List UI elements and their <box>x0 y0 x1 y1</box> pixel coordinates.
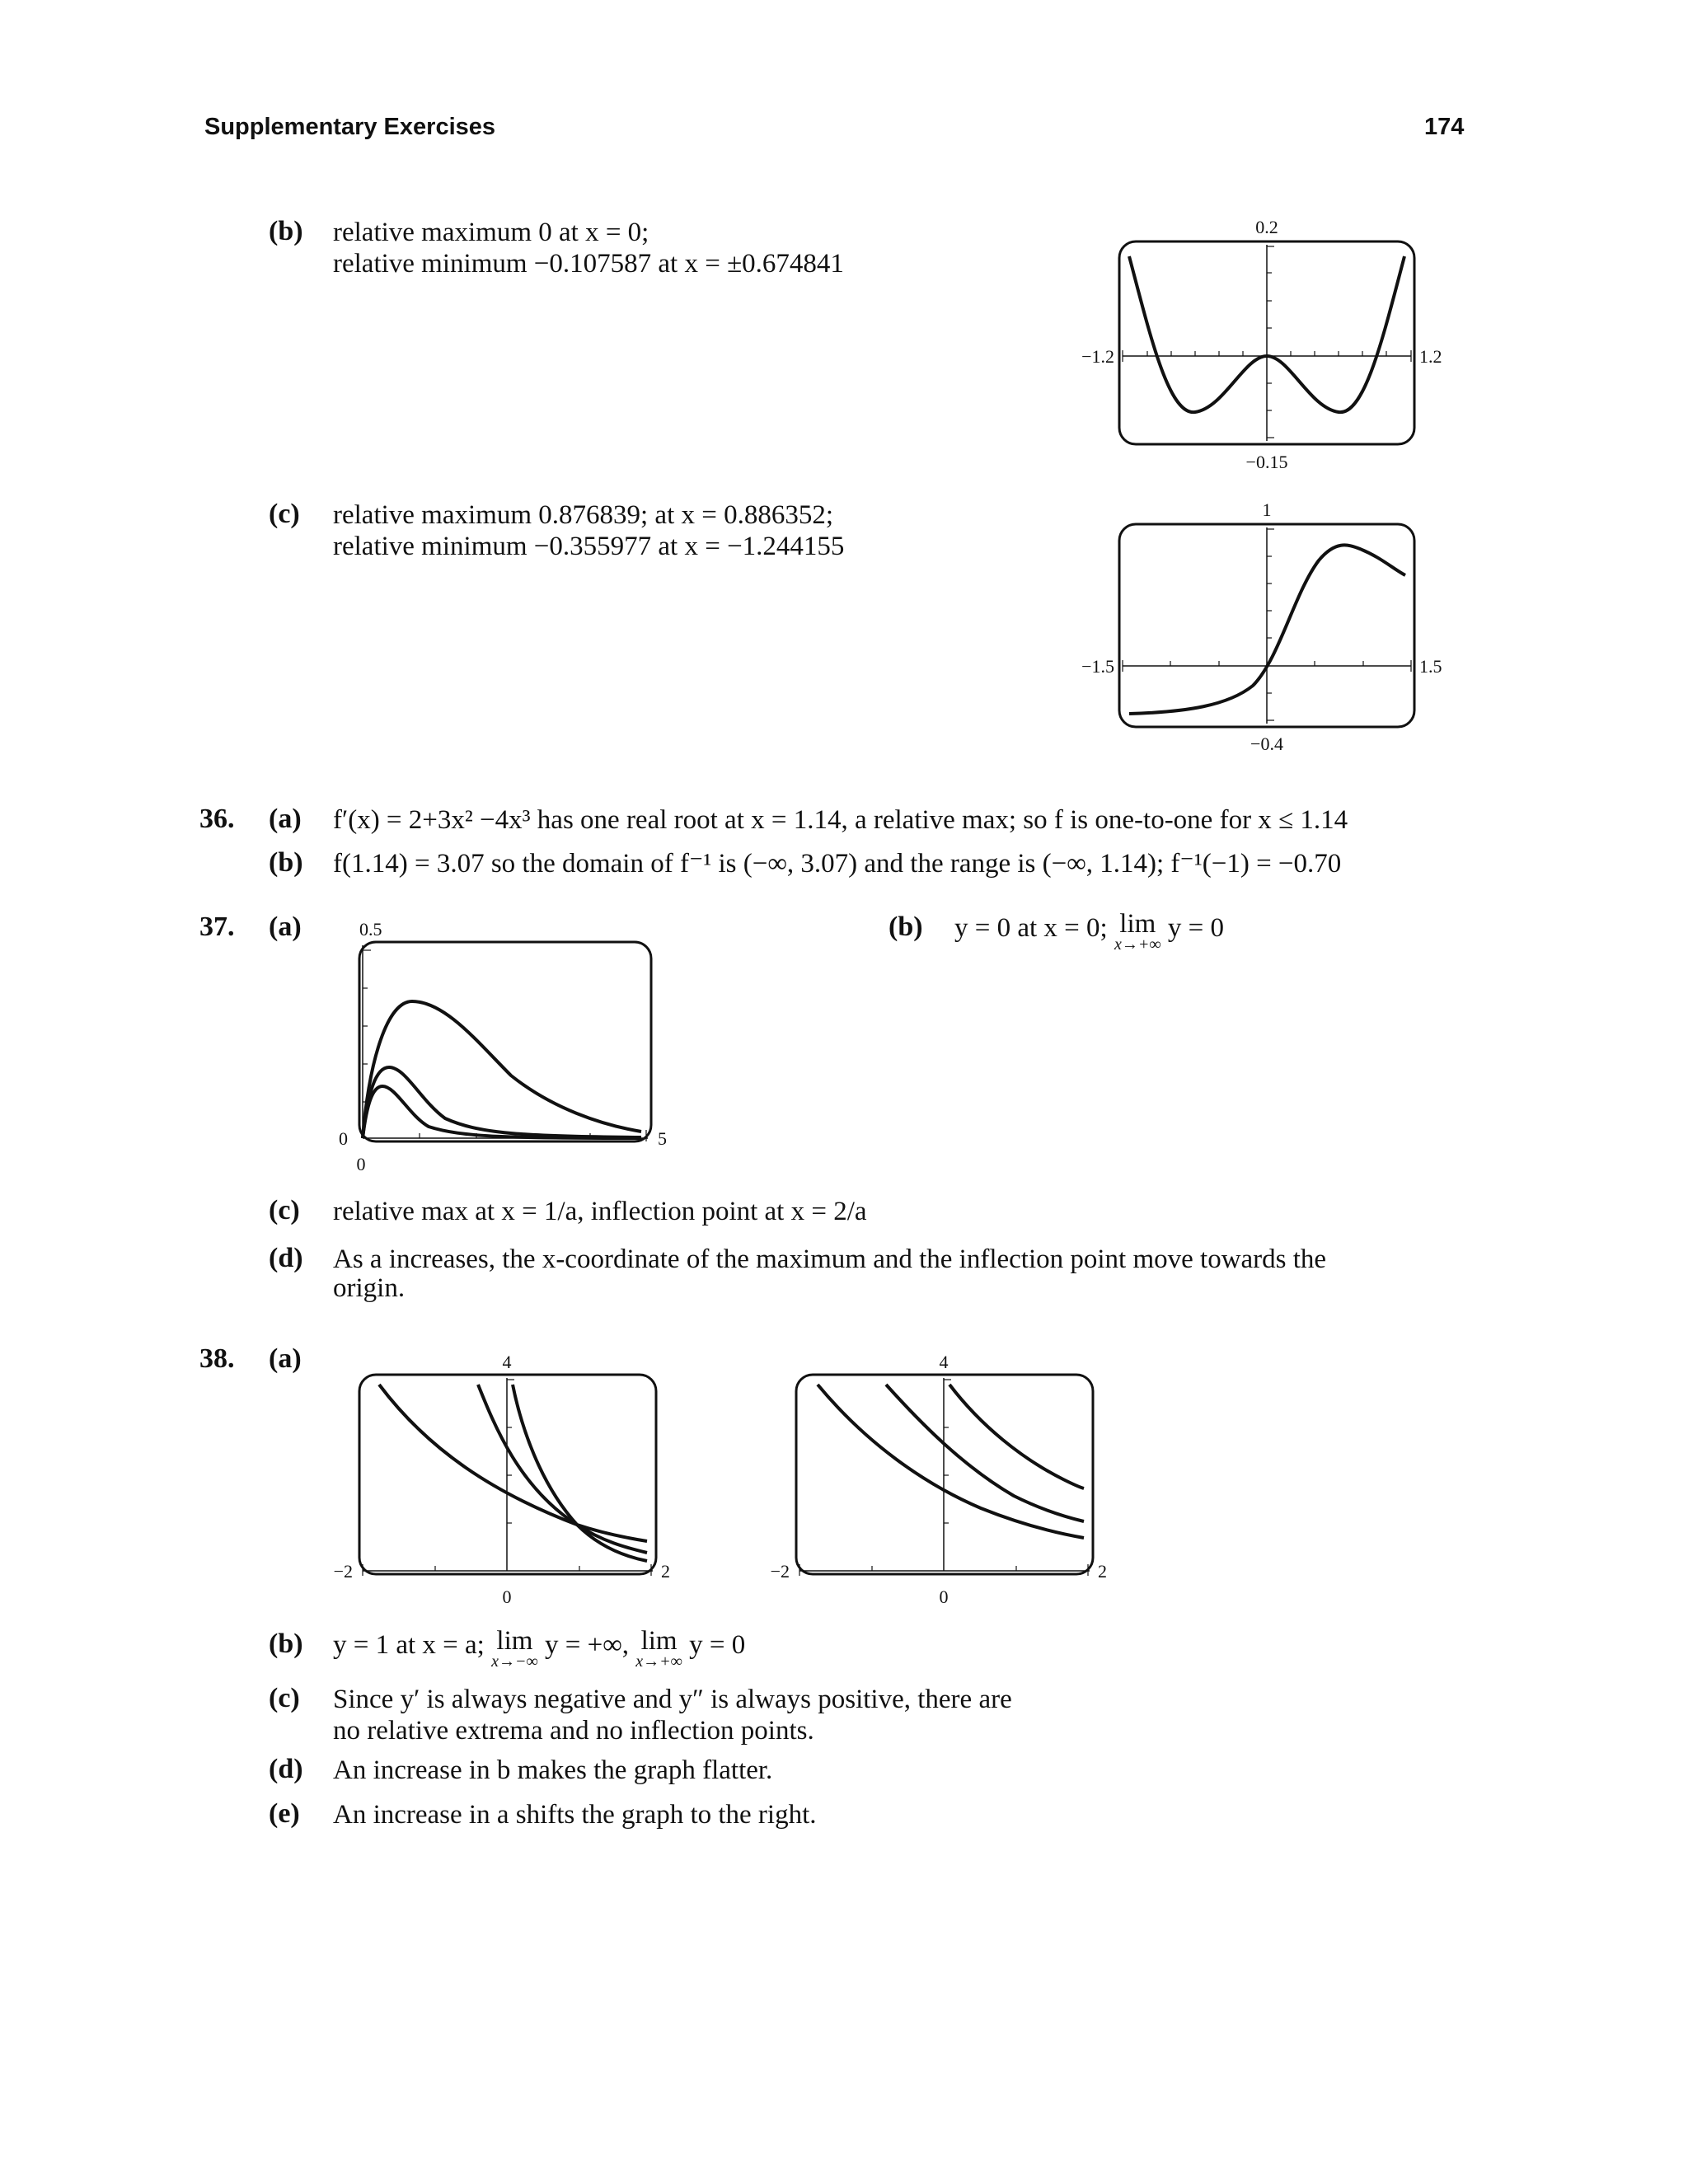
ex37-b-lim-sub: x→+∞ <box>1114 935 1161 954</box>
plot-35b-ymax: 0.2 <box>1255 217 1278 237</box>
plot-38a-1-ymin: 0 <box>502 1586 512 1607</box>
plot-35b-xmax: 1.2 <box>1419 346 1442 367</box>
ex37-b-text-post: y = 0 <box>1167 913 1224 943</box>
ex36-number: 36. <box>199 804 235 834</box>
plot-37a-ymin: 0 <box>339 1128 348 1149</box>
plot-38a-1-ymax: 4 <box>502 1352 512 1372</box>
ex37-d-label: (d) <box>269 1243 303 1273</box>
ex37-b-label: (b) <box>889 912 923 942</box>
plot-35b-xmin: −1.2 <box>1081 346 1114 367</box>
plot-38a-2-ymax: 4 <box>939 1352 949 1372</box>
ex38-b-limit-1 <box>491 1626 538 1671</box>
ex37-number: 37. <box>199 912 235 942</box>
ex38-a-label: (a) <box>269 1343 302 1374</box>
ex37-b-text-pre: y = 0 at x = 0; <box>954 913 1108 943</box>
ex36-a-label: (a) <box>269 804 302 834</box>
page-number: 174 <box>1424 114 1465 140</box>
ex35-c-line1: relative maximum 0.876839; at x = 0.886352; <box>333 500 834 530</box>
ex38-b-lim2-sub: x→+∞ <box>635 1652 682 1671</box>
ex37-c-text: relative max at x = 1/a, inflection point at x = 2/a <box>333 1197 867 1226</box>
ex38-number: 38. <box>199 1343 235 1374</box>
plot-35c-ymin: −0.4 <box>1250 733 1283 754</box>
plot-35c <box>1063 494 1442 766</box>
ex38-c-line2: no relative extrema and no inflection points. <box>333 1716 814 1746</box>
ex37-c-label: (c) <box>269 1195 300 1226</box>
plot-38a-2-xmax: 2 <box>1098 1561 1107 1582</box>
ex38-b-mid: y = +∞, <box>545 1630 629 1660</box>
plot-35b <box>1063 210 1442 482</box>
ex38-d-text: An increase in b makes the graph flatter. <box>333 1755 773 1785</box>
ex38-b-text-post: y = 0 <box>689 1630 746 1660</box>
ex38-b-limit-2 <box>635 1626 682 1671</box>
ex38-b-lim1: lim <box>496 1626 533 1656</box>
ex35-c-line2: relative minimum −0.355977 at x = −1.244155 <box>333 532 845 561</box>
plot-35c-ymax: 1 <box>1262 499 1272 520</box>
ex37-b-lim: lim <box>1119 909 1156 939</box>
ex36-a-text: f′(x) = 2+3x² −4x³ has one real root at x = 1.14, a relative max; so f is one-to-one for x ≤ 1.14 <box>333 805 1348 835</box>
ex37-d-line2: origin. <box>333 1273 406 1303</box>
ex35-b-line1: relative maximum 0 at x = 0; <box>333 218 649 247</box>
ex38-b-label: (b) <box>269 1629 303 1659</box>
ex38-b-lim1-sub: x→−∞ <box>491 1652 538 1671</box>
ex37-d-line1: As a increases, the x-coordinate of the maximum and the inflection point move towards the <box>333 1244 1327 1274</box>
plot-38a-2-ymin: 0 <box>939 1586 949 1607</box>
plot-38a-1-xmin: −2 <box>333 1561 353 1582</box>
ex38-b-lim2: lim <box>640 1626 678 1656</box>
ex35-b-line2: relative minimum −0.107587 at x = ±0.674841 <box>333 249 844 279</box>
running-header: Supplementary Exercises <box>204 114 496 140</box>
plot-38a-1-xmax: 2 <box>661 1561 670 1582</box>
ex35-b-label: (b) <box>269 216 303 246</box>
ex36-b-label: (b) <box>269 847 303 878</box>
ex38-e-label: (e) <box>269 1798 300 1829</box>
ex38-c-label: (c) <box>269 1683 300 1713</box>
plot-37a-xmin: 0 <box>356 1154 366 1174</box>
plot-37a <box>330 911 692 1183</box>
ex37-b-limit <box>1114 909 1161 954</box>
plot-38a-1 <box>330 1343 692 1615</box>
plot-37a-xmax: 5 <box>658 1128 667 1149</box>
plot-35c-xmax: 1.5 <box>1419 656 1442 677</box>
ex38-c-line1: Since y′ is always negative and y″ is always positive, there are <box>333 1685 1012 1714</box>
plot-35b-ymin: −0.15 <box>1245 452 1288 472</box>
ex37-b-text <box>954 909 1224 954</box>
ex38-b-text-pre: y = 1 at x = a; <box>333 1630 485 1660</box>
ex38-b-text <box>333 1626 746 1671</box>
ex35-c-label: (c) <box>269 499 300 529</box>
ex36-b-text: f(1.14) = 3.07 so the domain of f⁻¹ is (−∞, 3.07) and the range is (−∞, 1.14); f⁻¹(−1) = −0.70 <box>333 849 1342 879</box>
ex37-a-label: (a) <box>269 912 302 942</box>
ex38-d-label: (d) <box>269 1754 303 1784</box>
plot-37a-ymax: 0.5 <box>359 919 382 940</box>
plot-38a-2 <box>767 1343 1129 1615</box>
plot-35c-xmin: −1.5 <box>1081 656 1114 677</box>
ex38-e-text: An increase in a shifts the graph to the right. <box>333 1800 817 1830</box>
plot-38a-2-xmin: −2 <box>770 1561 790 1582</box>
